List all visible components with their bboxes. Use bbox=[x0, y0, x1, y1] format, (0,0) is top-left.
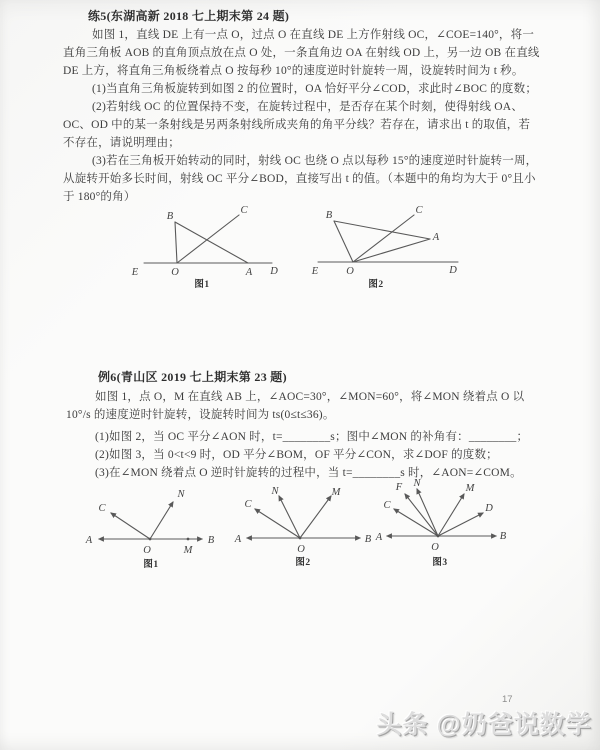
point-label-B: B bbox=[364, 534, 372, 545]
text-line: 如图 1，直线 DE 上有一点 O，过点 O 在直线 DE 上方作射线 OC，∠COE=140°，将一 bbox=[92, 29, 535, 41]
text-line: (1)如图 2，当 OC 平分∠AON 时，t=________s；图中∠MON 的补角有：________； bbox=[95, 431, 529, 443]
point-label-O: O bbox=[346, 266, 354, 277]
point-label-B: B bbox=[499, 531, 507, 542]
ray-OC bbox=[111, 513, 150, 539]
point-label-B: B bbox=[166, 211, 174, 222]
point-label-O: O bbox=[297, 544, 305, 555]
text-line: (2)若射线 OC 的位置保持不变，在旋转过程中，是否存在某个时刻，使得射线 OA、 bbox=[92, 101, 524, 113]
segment-BA bbox=[334, 221, 430, 239]
vertex-O-dot bbox=[149, 538, 152, 541]
problem5-text bbox=[63, 26, 545, 206]
point-label-D: D bbox=[485, 503, 493, 514]
text-line: (3)在∠MON 绕着点 O 逆时针旋转的过程中，当 t=________s 时，∠AON=∠COM。 bbox=[95, 467, 522, 479]
text-line: 直角三角板 AOB 的直角顶点放在点 O 处，一条直角边 OA 在射线 OD 上，另一边 OB 在直线 bbox=[63, 47, 540, 59]
text-line: DE 上方，将直角三角板绕着点 O 按每秒 10°的速度逆时针旋转一周，设旋转时间为 t 秒。 bbox=[63, 65, 524, 77]
text-line: (2)如图 3，当 0<t<9 时，OD 平分∠BOM，OF 平分∠CON，求∠DOF 的度数； bbox=[95, 449, 498, 461]
point-label-E: E bbox=[131, 267, 139, 278]
point-label-A: A bbox=[85, 535, 93, 546]
point-label-N: N bbox=[177, 489, 185, 500]
point-label-C: C bbox=[244, 499, 252, 510]
figure-caption: 图3 bbox=[432, 558, 448, 568]
point-M-dot bbox=[187, 538, 190, 541]
ray-OC bbox=[353, 215, 414, 262]
point-label-N: N bbox=[413, 478, 421, 489]
figure-top-1 bbox=[126, 196, 286, 290]
point-label-A: A bbox=[234, 534, 242, 545]
page-number: 17 bbox=[502, 694, 513, 705]
point-label-C: C bbox=[240, 205, 248, 216]
figure-caption: 图2 bbox=[295, 558, 311, 568]
text-line: (3)若在三角板开始转动的同时，射线 OC 也绕 O 点以每秒 15°的速度逆时针旋转一周， bbox=[92, 155, 538, 167]
point-label-O: O bbox=[143, 545, 151, 556]
problem6-title: 例6(青山区 2019 七上期末第 23 题) bbox=[98, 370, 287, 384]
figure-bottom-1 bbox=[83, 485, 223, 577]
text-line: 10°/s 的速度逆时针旋转，设旋转时间为 ts(0≤t≤36)。 bbox=[66, 409, 335, 421]
figure-bottom-2 bbox=[231, 485, 376, 577]
point-label-B: B bbox=[325, 210, 333, 221]
point-label-M: M bbox=[331, 487, 341, 498]
vertex-O-dot bbox=[299, 537, 302, 540]
point-label-C: C bbox=[98, 503, 106, 514]
point-label-M: M bbox=[465, 483, 475, 494]
point-label-N: N bbox=[271, 486, 279, 497]
point-label-A: A bbox=[432, 232, 440, 243]
text-line: 如图 1，点 O，M 在直线 AB 上，∠AOC=30°，∠MON=60°，将∠MON 绕着点 O 以 bbox=[95, 391, 525, 403]
segment-BA bbox=[175, 222, 248, 263]
point-label-F: F bbox=[395, 482, 403, 493]
point-label-B: B bbox=[207, 535, 215, 546]
figure-caption: 图1 bbox=[143, 560, 159, 570]
ray-OC bbox=[177, 215, 239, 263]
point-label-E: E bbox=[311, 266, 319, 277]
point-label-D: D bbox=[449, 265, 457, 276]
point-label-A: A bbox=[245, 267, 253, 278]
point-label-M: M bbox=[183, 545, 193, 556]
text-line: 不存在，请说明理由； bbox=[63, 137, 180, 149]
text-line: 于 180°的角） bbox=[63, 191, 136, 203]
problem5-title: 练5(东湖高新 2018 七上期末第 24 题) bbox=[88, 9, 290, 23]
figure-caption: 图1 bbox=[194, 280, 210, 290]
point-label-C: C bbox=[415, 205, 423, 216]
ray-OB bbox=[334, 221, 353, 262]
vertex-O-dot bbox=[437, 535, 440, 538]
ray-ON bbox=[150, 502, 173, 539]
text-line: 从旋转开始多长时间，射线 OC 平分∠BOD，直接写出 t 的值。（本题中的角均为大于 0°且小 bbox=[63, 173, 536, 185]
ray-OA bbox=[353, 239, 430, 262]
ray-OB bbox=[175, 222, 177, 263]
figure-top-2 bbox=[306, 196, 466, 290]
figure-caption: 图2 bbox=[368, 280, 384, 290]
point-label-A: A bbox=[375, 532, 383, 543]
figure-bottom-3 bbox=[373, 478, 518, 573]
problem6-text bbox=[66, 388, 544, 482]
text-line: (1)当直角三角板旋转到如图 2 的位置时，OA 恰好平分∠COD，求此时∠BOC 的度数； bbox=[92, 83, 538, 95]
watermark-text: 头条 @奶爸说数学 bbox=[376, 711, 592, 739]
point-label-D: D bbox=[270, 266, 278, 277]
ray-OM bbox=[300, 496, 331, 538]
point-label-O: O bbox=[171, 267, 179, 278]
text-line: OC、OD 中的某一条射线是另两条射线所成夹角的角平分线？若存在，请求出 t 的取值，若 bbox=[63, 119, 531, 131]
point-label-C: C bbox=[383, 500, 391, 511]
point-label-O: O bbox=[431, 542, 439, 553]
